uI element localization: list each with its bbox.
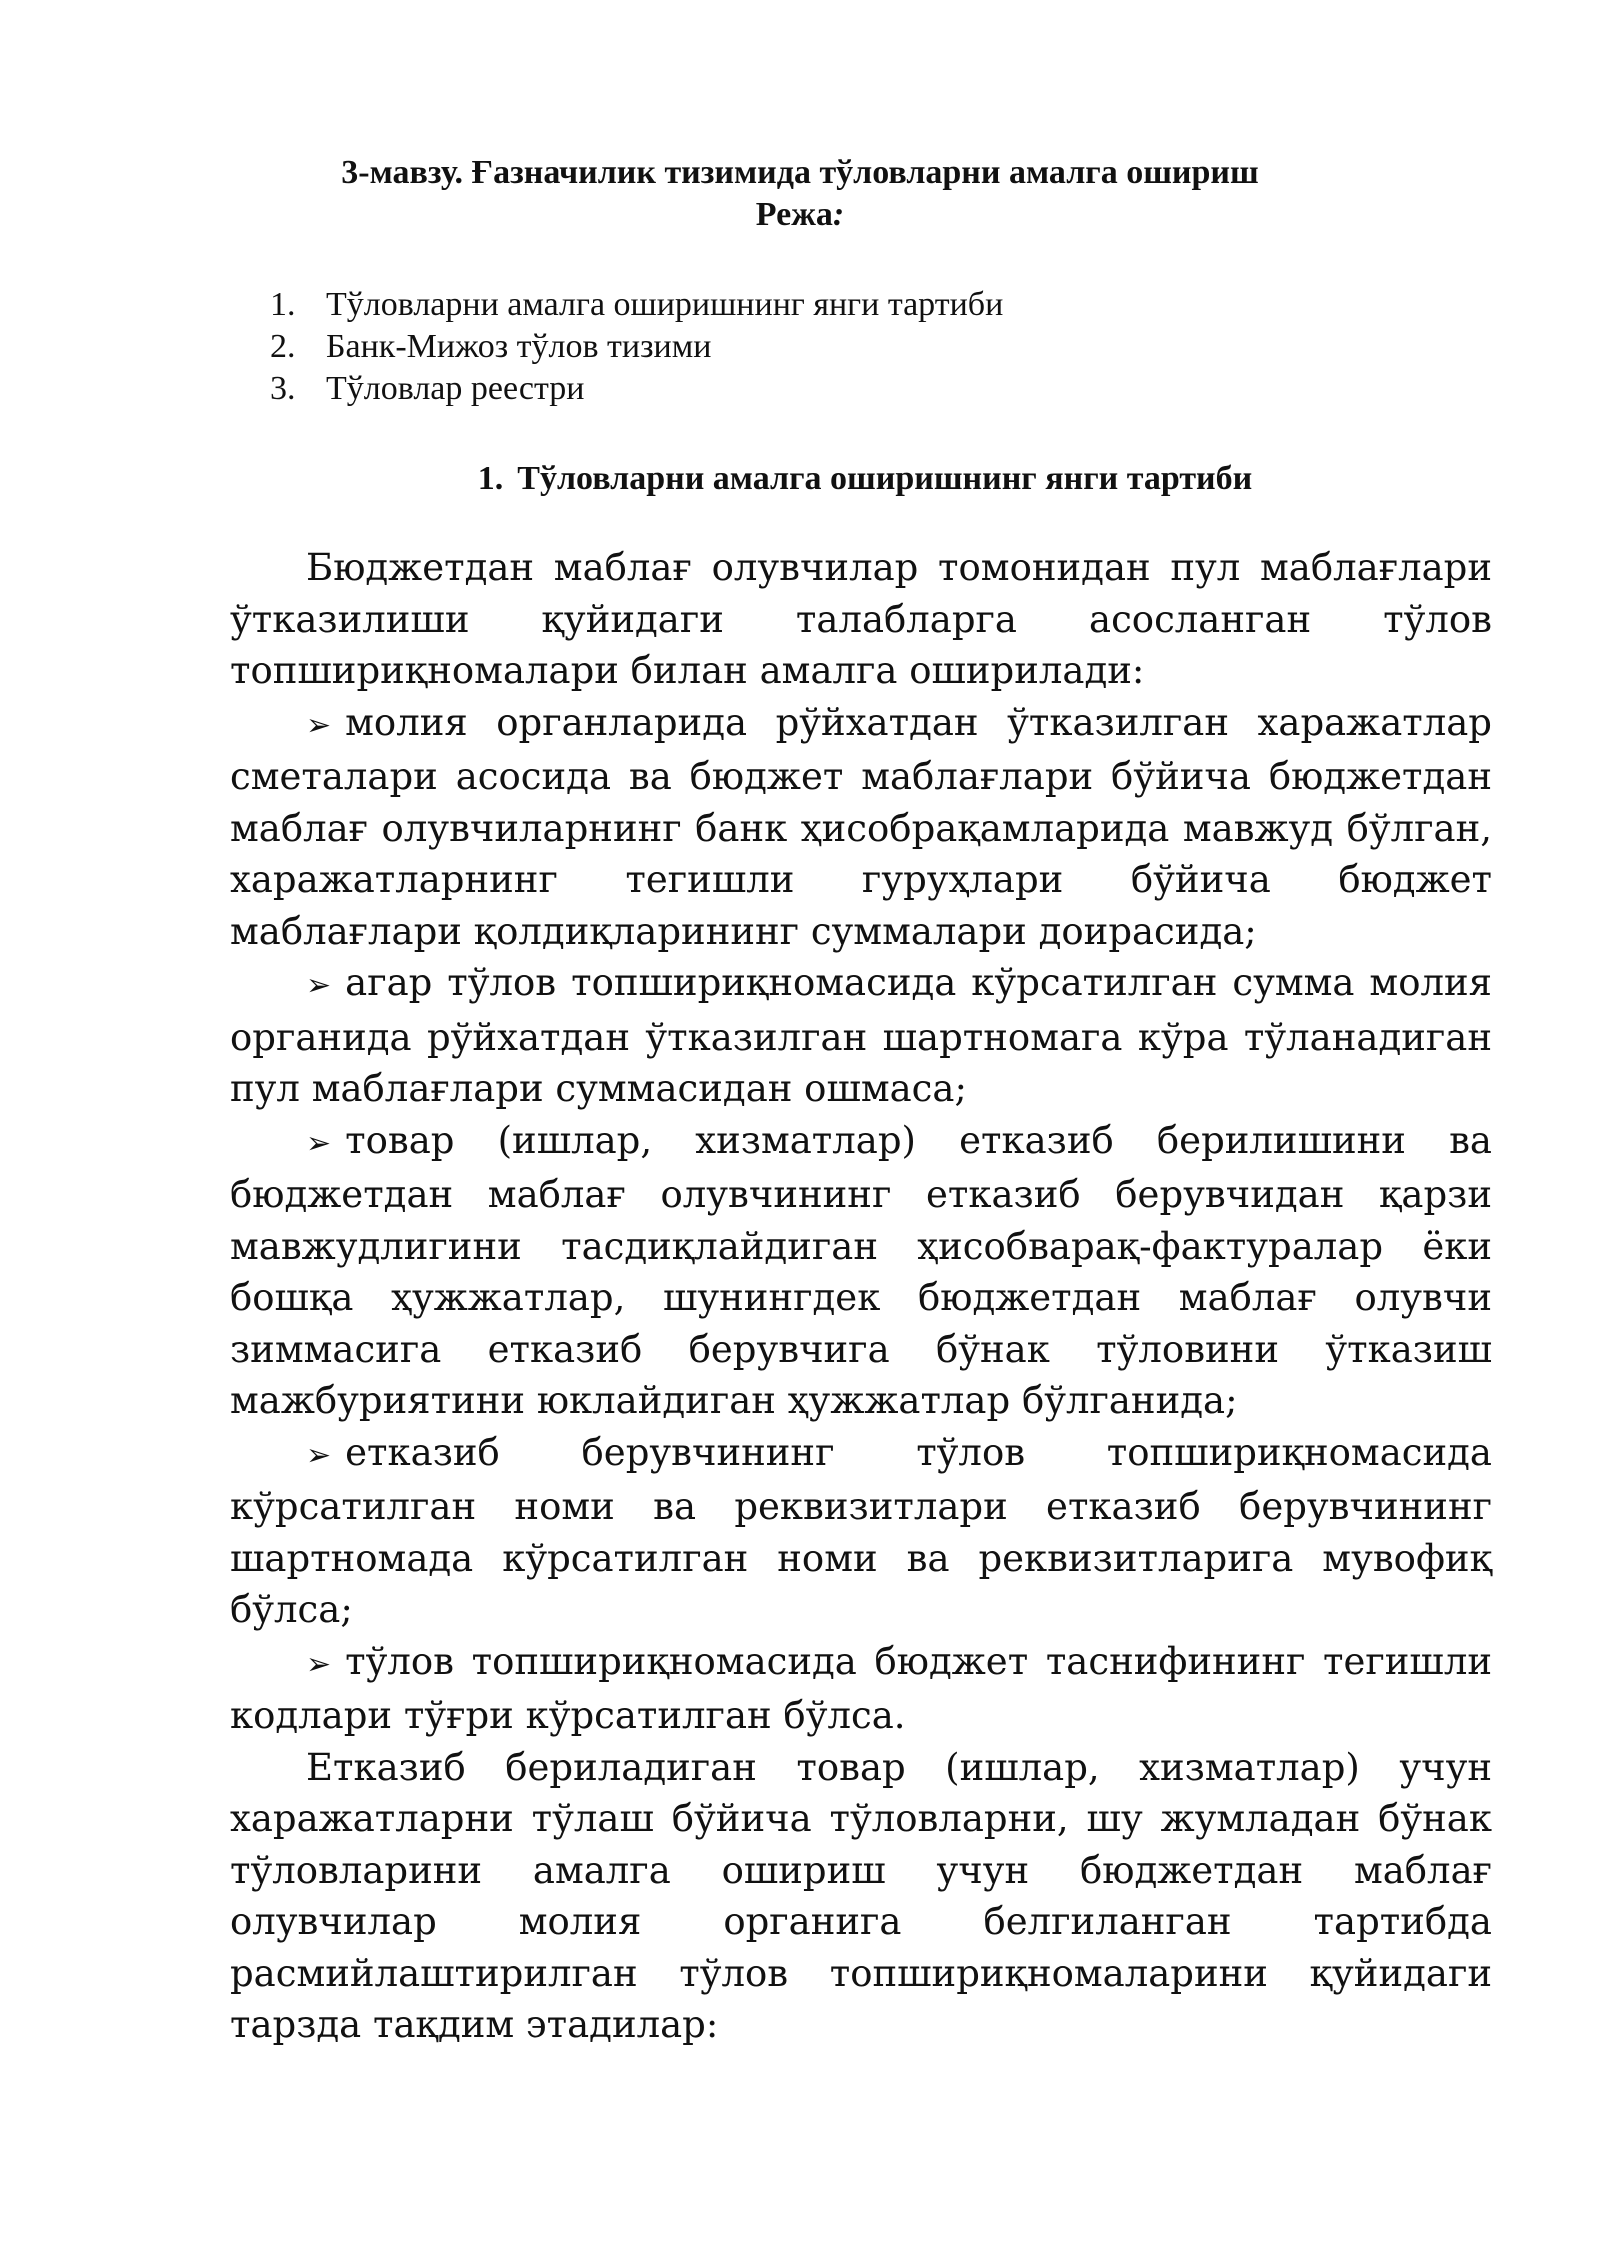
closing-paragraph: Етказиб бериладиган товар (ишлар, хизматлар) учун харажатларни тўлаш бўйича тўловларни, шу жумладан бўнак тўловларини амалга ошириш учун бюджетдан маблағ олувчилар молия органига белгиланган тартибда расмийлаштирилган тўлов топшириқномаларини қуйидаги тарзда тақдим этадилар: bbox=[230, 1745, 1492, 2046]
bullet-paragraph bbox=[230, 1636, 1492, 1742]
plan-item-number: 3. bbox=[270, 370, 296, 407]
bullet-text: молия органларида рўйхатдан ўтказилган харажатлар сметалари асосида ва бюджет маблағлари бўйича бюджетдан маблағ олувчиларнинг банк ҳисобрақамларида мавжуд бўлган, харажатларнинг тегишли гуруҳлари бўйича бюджет маблағлари қолдиқларининг суммалари доирасида; bbox=[230, 700, 1492, 953]
bullet-paragraph bbox=[230, 1427, 1492, 1636]
bullet-text: тўлов топшириқномасида бюджет таснифининг тегишли кодлари тўғри кўрсатилган бўлса. bbox=[230, 1639, 1492, 1737]
arrow-bullet-icon: ➢ bbox=[306, 1125, 332, 1161]
plan-list bbox=[270, 284, 1003, 410]
plan-colon: : bbox=[832, 196, 845, 233]
bullet-paragraph bbox=[230, 697, 1492, 958]
plan-item-text: Тўловлар реестри bbox=[326, 370, 585, 407]
plan-item-number: 1. bbox=[270, 286, 296, 323]
section-heading bbox=[0, 458, 1600, 500]
plan-item bbox=[270, 368, 1003, 410]
document-title-block bbox=[0, 152, 1600, 236]
arrow-bullet-icon: ➢ bbox=[306, 968, 332, 1003]
plan-item bbox=[270, 326, 1003, 368]
topic-title: 3-мавзу. Ғазначилик тизимида тўловларни амалга ошириш bbox=[341, 154, 1259, 191]
arrow-bullet-icon: ➢ bbox=[306, 707, 332, 743]
plan-item-number: 2. bbox=[270, 328, 296, 365]
intro-paragraph: Бюджетдан маблағ олувчилар томонидан пул маблағлари ўтказилиши қуйидаги талабларга асосланган тўлов топшириқномалари билан амалга оширилади: bbox=[230, 546, 1492, 692]
bullet-text: етказиб берувчининг тўлов топшириқномасида кўрсатилган номи ва реквизитлари етказиб берувчининг шартномада кўрсатилган номи ва реквизитларига мувофиқ бўлса; bbox=[230, 1430, 1492, 1631]
bullet-text: агар тўлов топшириқномасида кўрсатилган сумма молия органида рўйхатдан ўтказилган шартномага кўра тўланадиган пул маблағлари суммасидан ошмаса; bbox=[230, 961, 1492, 1110]
plan-item-text: Тўловларни амалга оширишнинг янги тартиби bbox=[326, 286, 1004, 323]
arrow-bullet-icon: ➢ bbox=[306, 1646, 332, 1682]
plan-item bbox=[270, 284, 1003, 326]
plan-word: Режа bbox=[755, 196, 833, 233]
section-number: 1. bbox=[477, 460, 504, 497]
plan-item-text: Банк-Мижоз тўлов тизими bbox=[326, 328, 712, 365]
bullet-paragraph bbox=[230, 1115, 1492, 1427]
body-text bbox=[230, 542, 1492, 2051]
section-title: Тўловларни амалга оширишнинг янги тартиби bbox=[517, 460, 1253, 497]
bullet-paragraph bbox=[230, 957, 1492, 1115]
arrow-bullet-icon: ➢ bbox=[306, 1437, 332, 1473]
bullet-text: товар (ишлар, хизматлар) етказиб берилишини ва бюджетдан маблағ олувчининг етказиб берувчидан қарзи мавжудлигини тасдиқлайдиган ҳисобварақ-фактуралар ёки бошқа ҳужжатлар, шунингдек бюджетдан маблағ олувчи зиммасига етказиб берувчига бўнак тўловини ўтказиш мажбуриятини юклайдиган ҳужжатлар бўлганида; bbox=[230, 1118, 1492, 1422]
plan-heading bbox=[0, 194, 1600, 236]
